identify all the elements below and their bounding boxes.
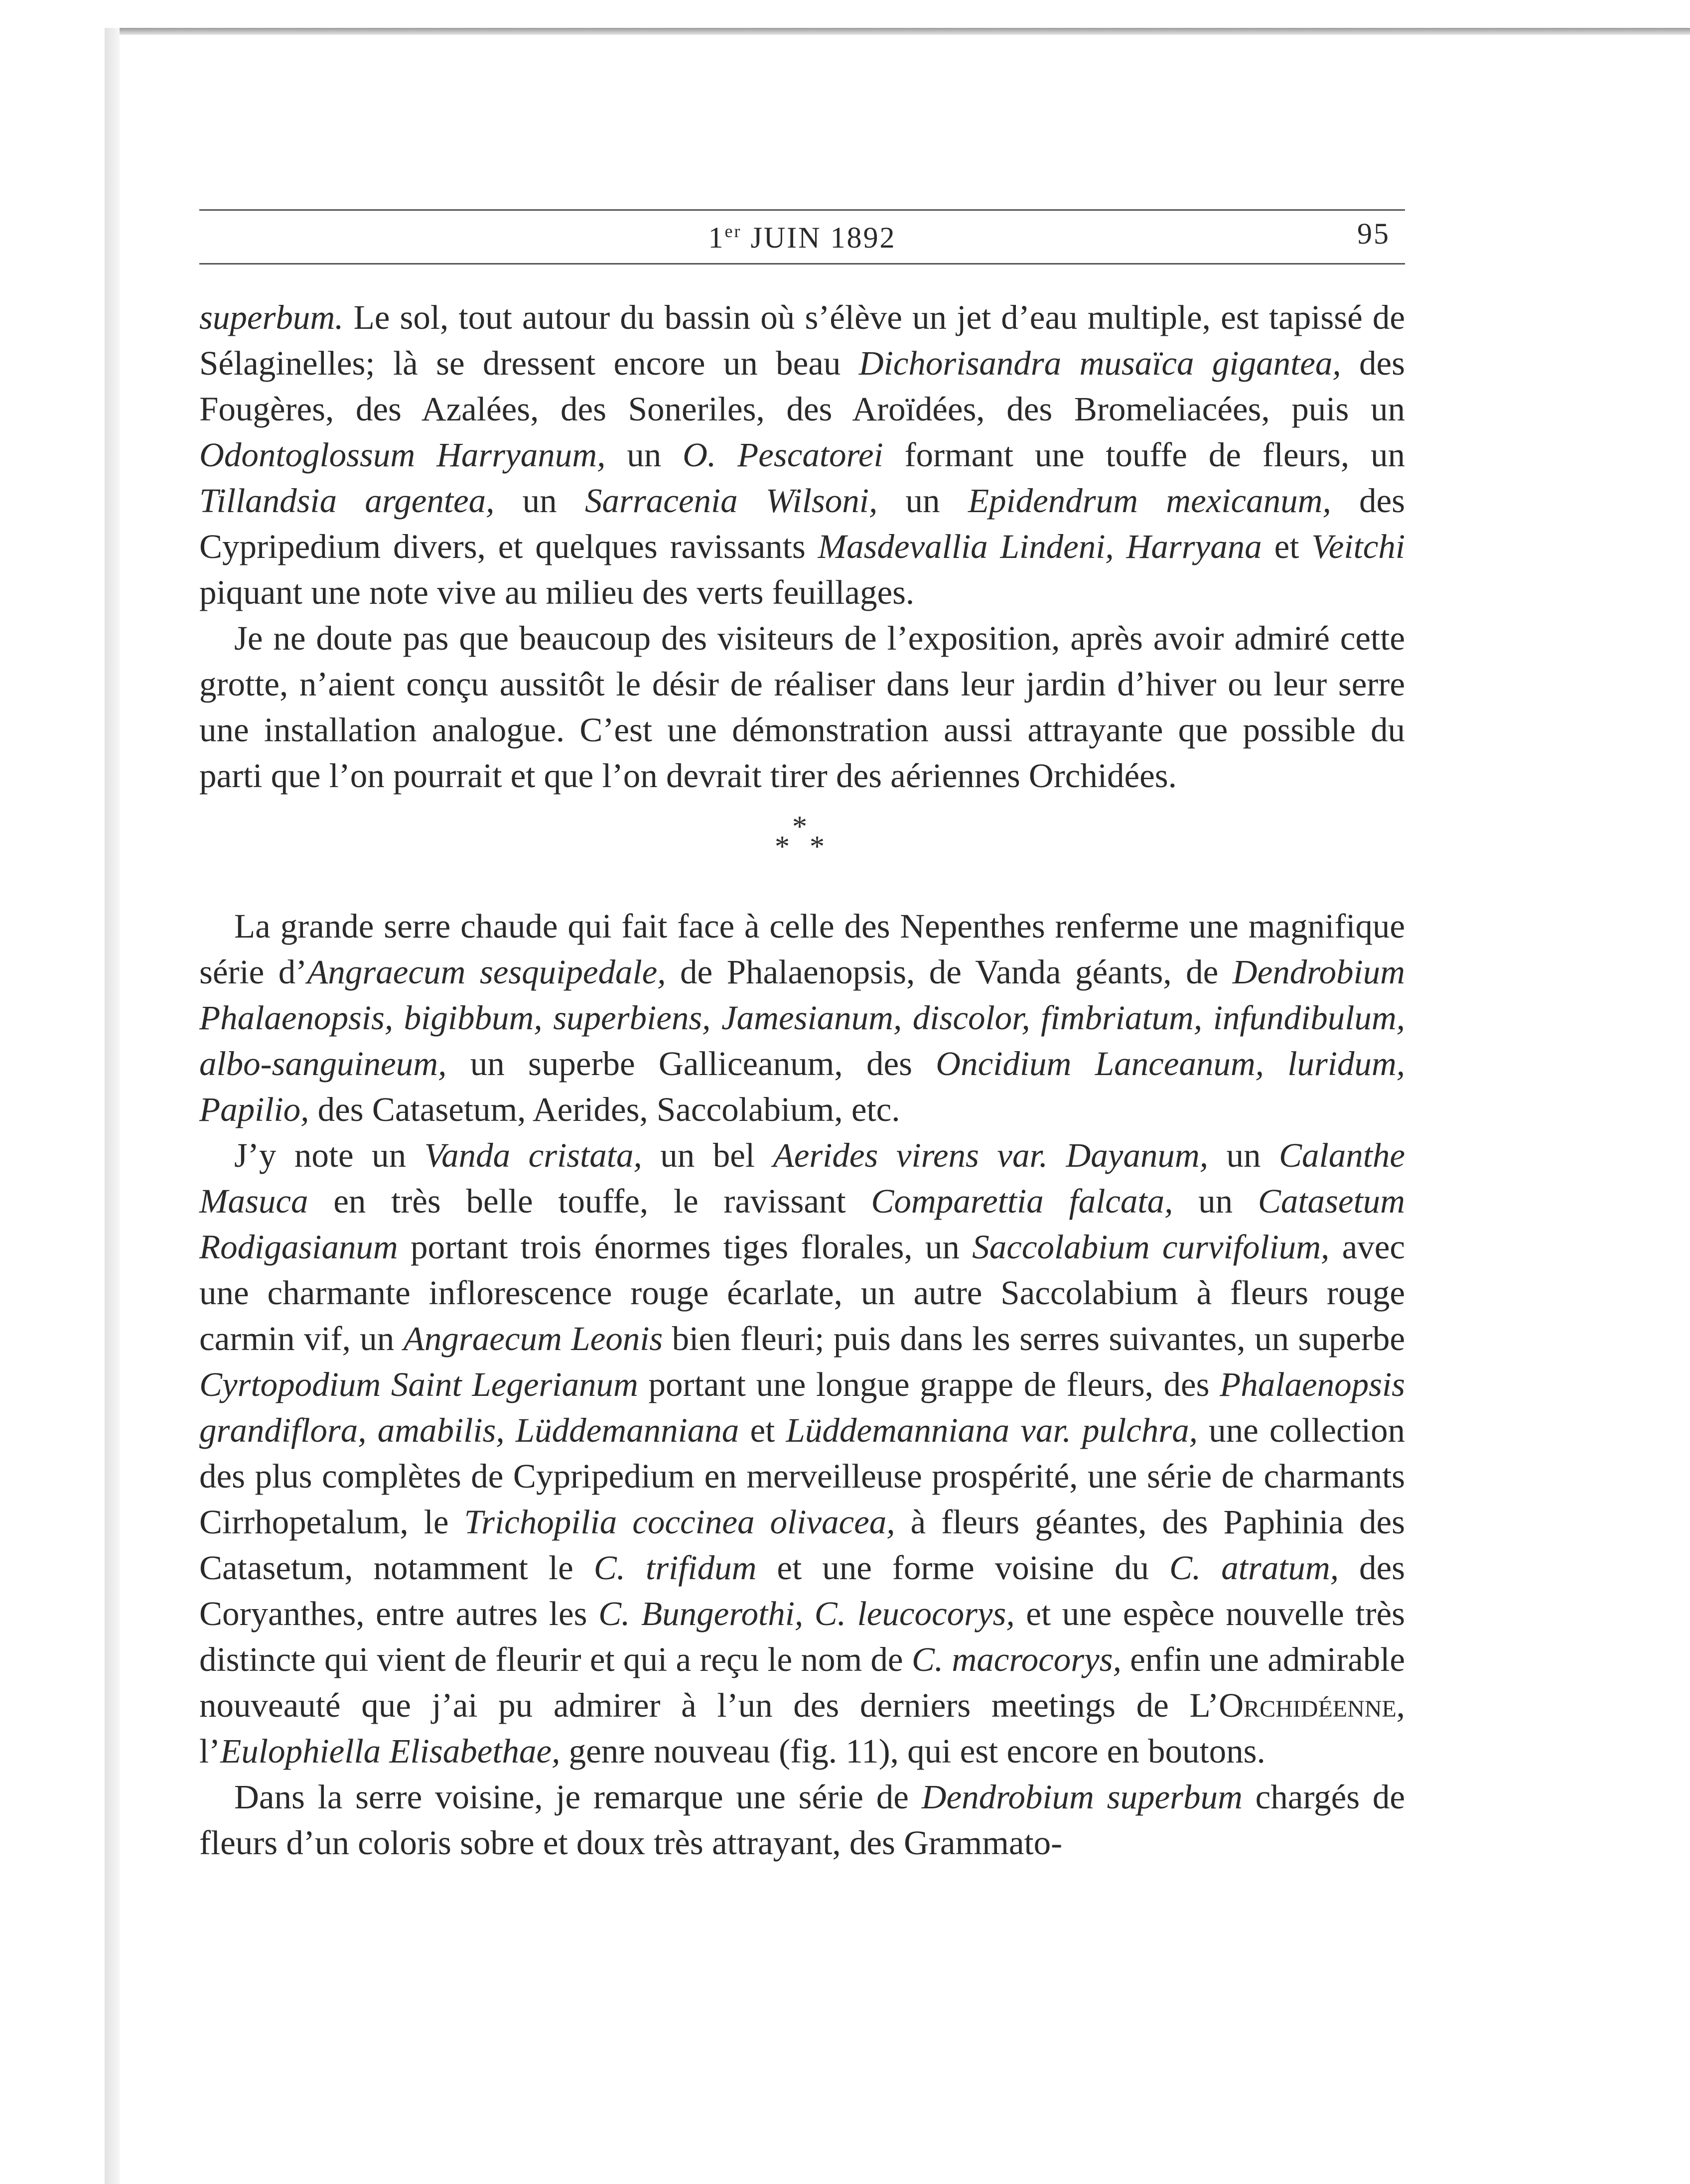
text-run: La grande serre chaude qui fait face à celle des Nepenthes renferme une magnifique série d’	[199, 907, 1405, 991]
text-run: et	[739, 1411, 786, 1449]
text-run: des Coryanthes, entre autres les	[199, 1549, 1405, 1633]
body-text	[199, 294, 1405, 1866]
paragraph	[199, 1774, 1405, 1866]
italic-run: Calanthe Masuca	[199, 1136, 1406, 1220]
running-head	[199, 211, 1405, 263]
italic-run: Odontoglossum Harryanum,	[199, 436, 606, 474]
text-run: Je ne doute pas que beaucoup des visiteurs de l’exposition, après avoir admiré cette grotte, n’aient conçu aussitôt le désir de réaliser dans leur jardin d’hiver ou leur serre une installation analogue. C’est une démonstration aussi attrayante que possible du parti que l’on pourrait et que l’on devrait tirer des aériennes Orchidées.	[199, 619, 1405, 795]
italic-run: C. trifidum	[593, 1549, 757, 1587]
asterism-star: *	[810, 830, 825, 863]
italic-run: Cyrtopodium Saint Legerianum	[199, 1365, 638, 1403]
scan-edge	[105, 28, 1690, 35]
text-run: portant trois énormes tiges florales, un	[398, 1228, 973, 1266]
italic-run: Phalaenopsis grandiflora, amabilis, Lüddemanniana	[199, 1365, 1405, 1449]
italic-run: Dendrobium superbum	[921, 1778, 1243, 1816]
italic-run: Masdevallia Lindeni, Harryana	[818, 528, 1262, 565]
text-run: Dans la serre voisine, je remarque une série de	[234, 1778, 922, 1816]
italic-run: superbum.	[199, 298, 344, 336]
text-run: des Catasetum, Aerides, Saccolabium, etc.	[309, 1091, 900, 1128]
text-run: enfin une admirable nouveauté que j’ai pu admirer à l’un des derniers meetings de	[199, 1640, 1405, 1724]
header-month-year: JUIN 1892	[750, 221, 896, 254]
italic-run: Comparettia falcata,	[871, 1182, 1173, 1220]
paragraph	[199, 615, 1405, 799]
italic-run: Dichorisandra musaïca gigantea,	[858, 344, 1341, 382]
text-run: et	[1262, 528, 1312, 565]
text-run: et une espèce nouvelle très distincte qui vient de fleurir et qui a reçu le nom de	[199, 1595, 1406, 1678]
text-run: un	[1208, 1136, 1279, 1174]
smallcaps-run: L’Orchidéenne	[1189, 1686, 1397, 1724]
text-run: un bel	[642, 1136, 773, 1174]
scan-edge-left	[105, 28, 120, 2184]
text-run: un	[877, 482, 968, 520]
paragraph	[199, 903, 1405, 1132]
paragraph	[199, 1132, 1405, 1774]
italic-run: C. atratum,	[1169, 1549, 1339, 1587]
italic-run: Catasetum Rodigasianum	[199, 1182, 1406, 1266]
italic-run: C. macrocorys,	[911, 1640, 1122, 1678]
text-run: chargés de fleurs d’un coloris sobre et doux très attrayant, des Grammato-	[199, 1778, 1406, 1862]
text-run: un	[1173, 1182, 1258, 1220]
text-run: piquant une note vive au milieu des verts feuillages.	[199, 573, 915, 611]
text-run: un superbe Galliceanum, des	[446, 1045, 936, 1083]
text-run: un	[605, 436, 683, 474]
italic-run: Eulophiella Elisabethae,	[220, 1732, 561, 1770]
italic-run: Dendrobium Phalaenopsis, bigibbum, superbiens, Jamesianum, discolor, fimbriatum, infundibulum, albo-sanguineum,	[199, 953, 1405, 1083]
italic-run: Lüddemanniana var. pulchra,	[786, 1411, 1198, 1449]
text-run: et une forme voisine du	[756, 1549, 1169, 1587]
asterism-star: *	[792, 810, 807, 843]
text-run: avec une charmante inflorescence rouge écarlate, un autre Saccolabium à fleurs rouge carmin vif, un	[199, 1228, 1405, 1358]
text-run: genre nouveau (fig. 11), qui est encore en boutons.	[560, 1732, 1266, 1770]
italic-run: Vanda cristata,	[424, 1136, 642, 1174]
text-run: Le sol, tout autour du bassin où s’élève un jet d’eau multiple, est tapissé de Sélaginelles; là se dressent encore un beau	[199, 298, 1405, 382]
text-run: de Phalaenopsis, de Vanda géants, de	[666, 953, 1233, 991]
text-run: bien fleuri; puis dans les serres suivantes, un superbe	[663, 1320, 1405, 1358]
text-run: à fleurs géantes, des Paphinia des Catasetum, notamment le	[199, 1503, 1405, 1587]
asterism	[199, 804, 1405, 903]
italic-run: Angraecum Leonis	[403, 1320, 663, 1358]
italic-run: Sarracenia Wilsoni,	[584, 482, 878, 520]
italic-run: Saccolabium curvifolium,	[972, 1228, 1330, 1266]
header-day-sup: er	[724, 221, 742, 241]
italic-run: Epidendrum mexicanum,	[968, 482, 1331, 520]
italic-run: Trichopilia coccinea olivacea,	[464, 1503, 895, 1541]
italic-run: Tillandsia argentea,	[199, 482, 495, 520]
italic-run: Oncidium Lanceanum, luridum, Papilio,	[199, 1045, 1405, 1128]
text-run: un	[494, 482, 585, 520]
text-run: , l’	[199, 1686, 1405, 1770]
text-run: en très belle touffe, le ravissant	[308, 1182, 871, 1220]
text-run: des Fougères, des Azalées, des Soneriles, des Aroïdées, des Bromeliacées, puis un	[199, 344, 1405, 428]
text-run: une collection des plus complètes de Cypripedium en merveilleuse prospérité, une série de charmants Cirrhopetalum, le	[199, 1411, 1405, 1541]
italic-run: Aerides virens var. Dayanum,	[773, 1136, 1209, 1174]
header-date	[199, 221, 1405, 255]
asterism-star: *	[775, 830, 790, 863]
page-number: 95	[1357, 217, 1390, 250]
text-run: J’y note un	[234, 1136, 424, 1174]
text-run: des Cypripedium divers, et quelques ravissants	[199, 482, 1405, 565]
text-run: portant une longue grappe de fleurs, des	[638, 1365, 1220, 1403]
header-day: 1	[708, 221, 725, 254]
page	[199, 209, 1405, 1866]
italic-run: Veitchi	[1311, 528, 1405, 565]
text-run: formant une touffe de fleurs, un	[883, 436, 1406, 474]
paragraph	[199, 294, 1405, 615]
italic-run: O. Pescatorei	[683, 436, 883, 474]
italic-run: Angraecum sesquipedale,	[307, 953, 666, 991]
italic-run: C. Bungerothi, C. leucocorys,	[598, 1595, 1015, 1633]
header-bottom-rule	[199, 263, 1405, 265]
